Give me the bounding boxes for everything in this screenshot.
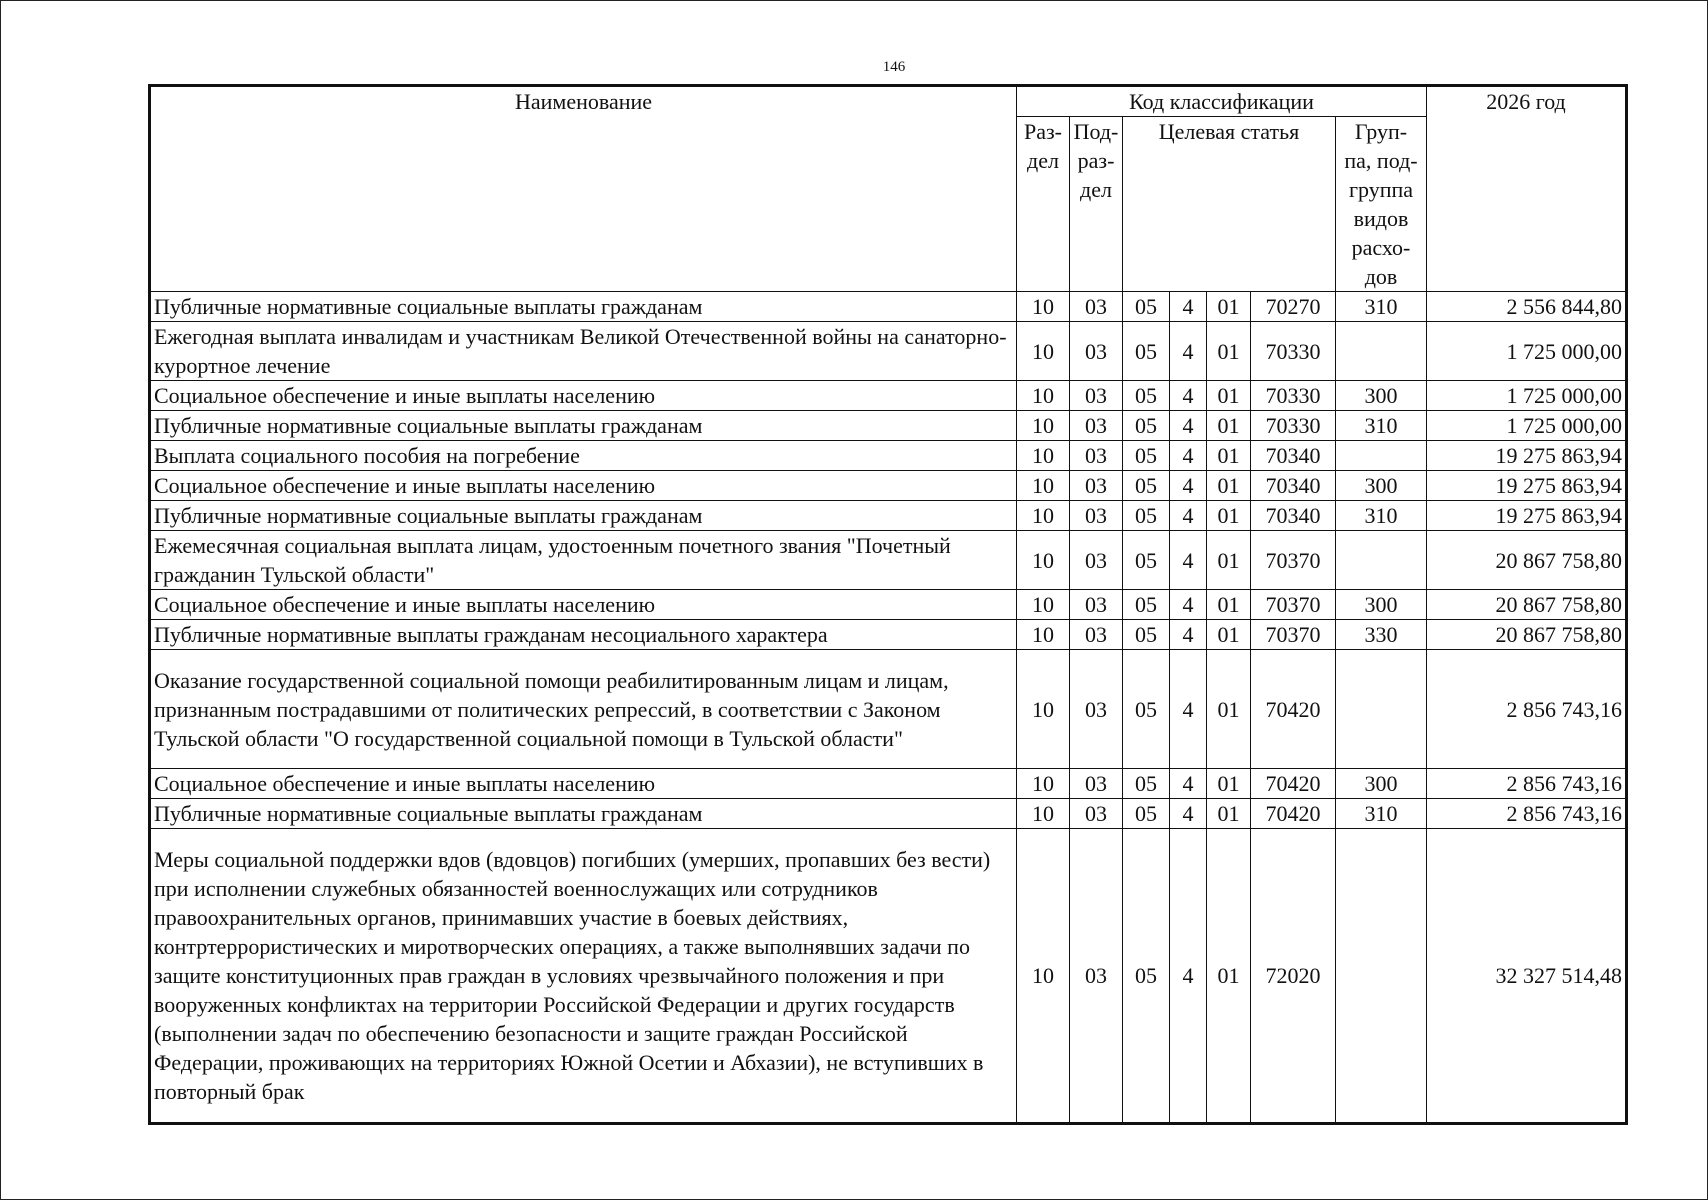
row-podrazdel: 03 (1070, 650, 1123, 769)
row-razdel: 10 (1017, 590, 1070, 620)
row-razdel: 10 (1017, 799, 1070, 829)
row-target-type: 4 (1170, 501, 1207, 531)
row-name: Социальное обеспечение и иные выплаты населению (150, 471, 1017, 501)
row-name: Публичные нормативные социальные выплаты гражданам (150, 411, 1017, 441)
row-amount: 19 275 863,94 (1427, 471, 1627, 501)
row-target-direction: 70330 (1251, 411, 1336, 441)
row-podrazdel: 03 (1070, 769, 1123, 799)
row-podrazdel: 03 (1070, 501, 1123, 531)
row-target-type: 4 (1170, 799, 1207, 829)
row-target-type: 4 (1170, 650, 1207, 769)
row-target-direction: 70330 (1251, 322, 1336, 381)
row-expense-group: 300 (1336, 769, 1427, 799)
row-podrazdel: 03 (1070, 799, 1123, 829)
row-name: Меры социальной поддержки вдов (вдовцов) погибших (умерших, пропавших без вести) при исполнении служебных обязанностей военнослужащих или сотрудников правоохранительных органов, принимавших участие в боевых действиях, контртеррористических и миротворческих операциях, а также выполнявших задачи по защите конституционных прав граждан в условиях чрезвычайного положения и при вооруженных конфликтах на территории Российской Федерации и других государств (выполнении задач по обеспечению безопасности и защите граждан Российской Федерации, проживающих на территориях Южной Осетии и Абхазии), не вступивших в повторный брак (150, 829, 1017, 1124)
row-target-program: 05 (1123, 292, 1170, 322)
row-target-direction: 70370 (1251, 590, 1336, 620)
row-target-main: 01 (1207, 441, 1251, 471)
row-razdel: 10 (1017, 322, 1070, 381)
row-amount: 19 275 863,94 (1427, 441, 1627, 471)
row-name: Ежегодная выплата инвалидам и участникам Великой Отечественной войны на санаторно-курортное лечение (150, 322, 1017, 381)
row-target-program: 05 (1123, 501, 1170, 531)
row-target-program: 05 (1123, 799, 1170, 829)
row-target-direction: 70340 (1251, 471, 1336, 501)
row-podrazdel: 03 (1070, 411, 1123, 441)
row-name: Оказание государственной социальной помощи реабилитированным лицам и лицам, признанным пострадавшими от политических репрессий, в соответствии с Законом Тульской области "О государственной социальной помощи в Тульской области" (150, 650, 1017, 769)
row-expense-group (1336, 441, 1427, 471)
row-amount: 2 556 844,80 (1427, 292, 1627, 322)
row-podrazdel: 03 (1070, 381, 1123, 411)
row-target-direction: 72020 (1251, 829, 1336, 1124)
budget-table (148, 84, 1628, 1125)
row-target-program: 05 (1123, 590, 1170, 620)
header-expense-group: Груп- па, под- группа видов расхо- дов (1336, 117, 1427, 292)
row-name: Социальное обеспечение и иные выплаты населению (150, 590, 1017, 620)
row-target-program: 05 (1123, 769, 1170, 799)
row-target-program: 05 (1123, 411, 1170, 441)
row-amount: 2 856 743,16 (1427, 769, 1627, 799)
row-podrazdel: 03 (1070, 441, 1123, 471)
row-razdel: 10 (1017, 471, 1070, 501)
row-target-type: 4 (1170, 441, 1207, 471)
row-expense-group (1336, 650, 1427, 769)
row-amount: 19 275 863,94 (1427, 501, 1627, 531)
header-target-article: Целевая статья (1123, 117, 1336, 292)
row-podrazdel: 03 (1070, 620, 1123, 650)
row-name: Ежемесячная социальная выплата лицам, удостоенным почетного звания "Почетный гражданин Тульской области" (150, 531, 1017, 590)
row-target-type: 4 (1170, 829, 1207, 1124)
row-target-main: 01 (1207, 292, 1251, 322)
row-target-program: 05 (1123, 531, 1170, 590)
row-name: Выплата социального пособия на погребение (150, 441, 1017, 471)
row-target-direction: 70420 (1251, 650, 1336, 769)
row-target-main: 01 (1207, 471, 1251, 501)
row-podrazdel: 03 (1070, 590, 1123, 620)
row-target-direction: 70420 (1251, 769, 1336, 799)
row-target-main: 01 (1207, 322, 1251, 381)
table-row (150, 501, 1627, 531)
row-amount: 1 725 000,00 (1427, 411, 1627, 441)
row-amount: 1 725 000,00 (1427, 322, 1627, 381)
row-expense-group: 310 (1336, 501, 1427, 531)
row-target-type: 4 (1170, 411, 1207, 441)
row-razdel: 10 (1017, 650, 1070, 769)
row-target-type: 4 (1170, 531, 1207, 590)
row-target-main: 01 (1207, 829, 1251, 1124)
row-target-program: 05 (1123, 441, 1170, 471)
row-target-program: 05 (1123, 471, 1170, 501)
header-year: 2026 год (1427, 86, 1627, 292)
table-row (150, 531, 1627, 590)
row-target-program: 05 (1123, 650, 1170, 769)
row-expense-group: 310 (1336, 411, 1427, 441)
row-podrazdel: 03 (1070, 292, 1123, 322)
row-target-type: 4 (1170, 590, 1207, 620)
row-target-main: 01 (1207, 381, 1251, 411)
row-podrazdel: 03 (1070, 531, 1123, 590)
row-name: Социальное обеспечение и иные выплаты населению (150, 381, 1017, 411)
row-target-main: 01 (1207, 650, 1251, 769)
row-expense-group: 310 (1336, 292, 1427, 322)
row-target-type: 4 (1170, 381, 1207, 411)
row-amount: 20 867 758,80 (1427, 590, 1627, 620)
row-razdel: 10 (1017, 501, 1070, 531)
row-razdel: 10 (1017, 531, 1070, 590)
row-name: Публичные нормативные социальные выплаты гражданам (150, 799, 1017, 829)
table-row (150, 799, 1627, 829)
row-podrazdel: 03 (1070, 322, 1123, 381)
row-expense-group (1336, 531, 1427, 590)
table-row (150, 441, 1627, 471)
row-expense-group: 300 (1336, 471, 1427, 501)
table-row (150, 411, 1627, 441)
row-name: Публичные нормативные социальные выплаты гражданам (150, 292, 1017, 322)
table-row (150, 471, 1627, 501)
table-row (150, 381, 1627, 411)
table-row (150, 292, 1627, 322)
row-podrazdel: 03 (1070, 829, 1123, 1124)
row-razdel: 10 (1017, 769, 1070, 799)
row-target-program: 05 (1123, 381, 1170, 411)
row-name: Социальное обеспечение и иные выплаты населению (150, 769, 1017, 799)
row-target-direction: 70370 (1251, 620, 1336, 650)
row-podrazdel: 03 (1070, 471, 1123, 501)
page-number: 146 (882, 59, 906, 75)
table-row (150, 650, 1627, 769)
row-razdel: 10 (1017, 829, 1070, 1124)
row-name: Публичные нормативные выплаты гражданам несоциального характера (150, 620, 1017, 650)
row-expense-group (1336, 322, 1427, 381)
row-amount: 2 856 743,16 (1427, 799, 1627, 829)
row-amount: 20 867 758,80 (1427, 620, 1627, 650)
row-name: Публичные нормативные социальные выплаты гражданам (150, 501, 1017, 531)
row-razdel: 10 (1017, 292, 1070, 322)
header-subsection: Под- раз- дел (1070, 117, 1123, 292)
table-row (150, 590, 1627, 620)
row-razdel: 10 (1017, 441, 1070, 471)
row-target-direction: 70270 (1251, 292, 1336, 322)
header-section: Раз- дел (1017, 117, 1070, 292)
row-expense-group: 300 (1336, 590, 1427, 620)
header-code-group: Код классификации (1017, 86, 1427, 117)
row-target-direction: 70330 (1251, 381, 1336, 411)
row-target-type: 4 (1170, 292, 1207, 322)
row-target-main: 01 (1207, 501, 1251, 531)
table-row (150, 829, 1627, 1124)
row-target-program: 05 (1123, 829, 1170, 1124)
table-row (150, 322, 1627, 381)
row-target-main: 01 (1207, 620, 1251, 650)
row-target-type: 4 (1170, 471, 1207, 501)
table-row (150, 620, 1627, 650)
row-target-main: 01 (1207, 531, 1251, 590)
table-row (150, 769, 1627, 799)
row-target-main: 01 (1207, 769, 1251, 799)
row-razdel: 10 (1017, 411, 1070, 441)
row-target-main: 01 (1207, 590, 1251, 620)
row-razdel: 10 (1017, 620, 1070, 650)
header-name: Наименование (150, 86, 1017, 292)
row-amount: 20 867 758,80 (1427, 531, 1627, 590)
row-expense-group: 310 (1336, 799, 1427, 829)
row-target-type: 4 (1170, 620, 1207, 650)
row-target-direction: 70370 (1251, 531, 1336, 590)
row-target-direction: 70340 (1251, 441, 1336, 471)
row-expense-group (1336, 829, 1427, 1124)
row-target-direction: 70420 (1251, 799, 1336, 829)
row-target-program: 05 (1123, 620, 1170, 650)
row-target-program: 05 (1123, 322, 1170, 381)
row-amount: 32 327 514,48 (1427, 829, 1627, 1124)
row-expense-group: 300 (1336, 381, 1427, 411)
row-expense-group: 330 (1336, 620, 1427, 650)
row-target-main: 01 (1207, 799, 1251, 829)
row-target-direction: 70340 (1251, 501, 1336, 531)
row-target-type: 4 (1170, 322, 1207, 381)
row-amount: 2 856 743,16 (1427, 650, 1627, 769)
row-target-type: 4 (1170, 769, 1207, 799)
row-amount: 1 725 000,00 (1427, 381, 1627, 411)
row-razdel: 10 (1017, 381, 1070, 411)
row-target-main: 01 (1207, 411, 1251, 441)
